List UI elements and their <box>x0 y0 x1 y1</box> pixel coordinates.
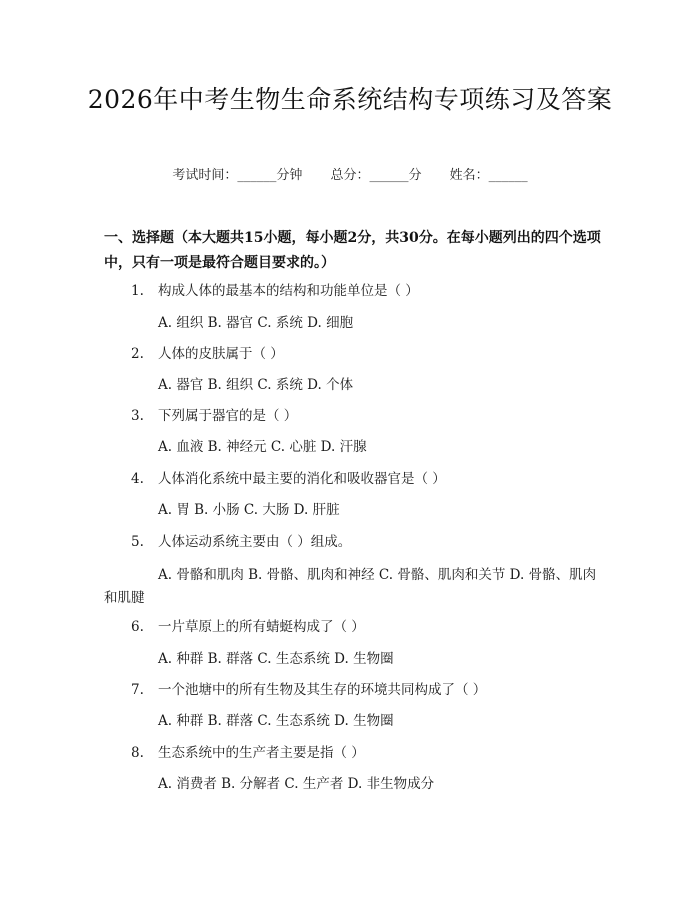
question-text: 生态系统中的生产者主要是指（ ） <box>158 745 365 761</box>
question-options: A. 种群 B. 群落 C. 生态系统 D. 生物圈 <box>158 713 394 729</box>
question-item <box>131 680 486 700</box>
question-text: 人体的皮肤属于（ ） <box>158 346 284 362</box>
question-item <box>131 469 446 489</box>
exam-info-line <box>0 166 700 186</box>
student-name: 姓名：______ <box>449 168 528 183</box>
question-options: A. 消费者 B. 分解者 C. 生产者 D. 非生物成分 <box>158 776 435 792</box>
total-score: 总分：______分 <box>330 168 422 183</box>
question-options: A. 种群 B. 群落 C. 生态系统 D. 生物圈 <box>158 651 394 667</box>
question-number: 8. <box>131 745 144 761</box>
page-title: 2026年中考生物生命系统结构专项练习及答案 <box>87 85 613 114</box>
question-item <box>131 743 365 763</box>
question-number: 4. <box>131 471 144 487</box>
question-item <box>131 532 351 552</box>
question-options: A. 组织 B. 器官 C. 系统 D. 细胞 <box>158 315 354 331</box>
question-item <box>131 617 365 637</box>
question-number: 5. <box>131 534 144 550</box>
question-item <box>131 281 419 301</box>
question-number: 1. <box>131 283 144 299</box>
question-number: 7. <box>131 682 144 698</box>
question-text: 下列属于器官的是（ ） <box>158 408 298 424</box>
question-text: 构成人体的最基本的结构和功能单位是（ ） <box>158 283 419 299</box>
question-options: A. 血液 B. 神经元 C. 心脏 D. 汗腺 <box>158 439 367 455</box>
question-item <box>131 406 297 426</box>
question-options: A. 器官 B. 组织 C. 系统 D. 个体 <box>158 377 354 393</box>
question-number: 6. <box>131 619 144 635</box>
question-number: 2. <box>131 346 144 362</box>
exam-time: 考试时间：______分钟 <box>172 168 303 183</box>
question-options: A. 骨骼和肌肉 B. 骨骼、肌肉和神经 C. 骨骼、肌肉和关节 D. 骨骼、肌肉和肌腱 <box>104 567 597 606</box>
question-item <box>131 344 284 364</box>
question-text: 人体运动系统主要由（ ）组成。 <box>158 534 352 550</box>
section-heading: 一、选择题（本大题共15小题，每小题2分，共30分。在每小题列出的四个选项中，只有一项是最符合题目要求的。） <box>104 230 601 271</box>
question-text: 一片草原上的所有蜻蜓构成了（ ） <box>158 619 365 635</box>
question-options: A. 胃 B. 小肠 C. 大肠 D. 肝脏 <box>158 502 340 518</box>
question-text: 一个池塘中的所有生物及其生存的环境共同构成了（ ） <box>158 682 487 698</box>
question-number: 3. <box>131 408 144 424</box>
question-text: 人体消化系统中最主要的消化和吸收器官是（ ） <box>158 471 446 487</box>
